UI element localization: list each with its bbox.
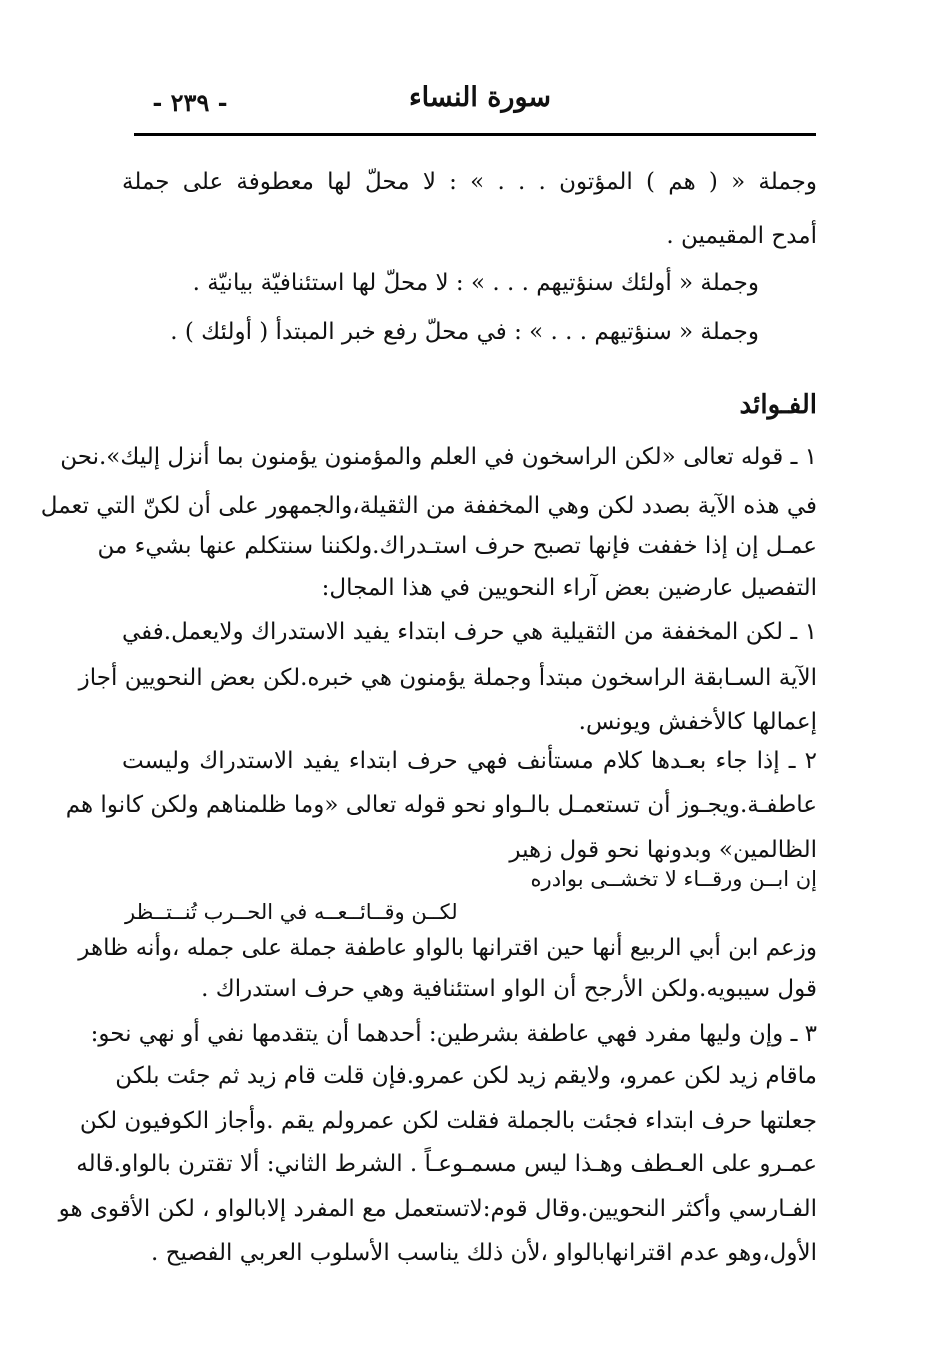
poem-first-hemistich: إن ابــن ورقــاء لا تخشــى بوادره	[530, 867, 817, 891]
text-line: الأول،وهو عدم اقترانهابالواو ،لأن ذلك يناسب الأسلوب العربي الفصيح .	[151, 1240, 817, 1266]
text-line: التفصيل عارضين بعض آراء النحويين في هذا المجال:	[321, 575, 817, 601]
text-line: ٢ ـ إذا جاء بعـدها كلام مستأنف فهي حرف ابتداء يفيد الاستدراك وليست	[122, 748, 817, 774]
text-line: الآية السـابقة الراسخون مبتدأ وجملة يؤمنون هي خبره.لكن بعض النحويين أجاز	[78, 665, 817, 691]
header-divider	[134, 133, 816, 136]
page-header-title: سورة النساء	[408, 82, 552, 113]
text-line: وجملة « ( هم ) المؤتون . . . » : لا محلّ لها معطوفة على جملة	[122, 169, 817, 195]
text-line: عاطفـة.ويجـوز أن تستعمـل بالـواو نحو قوله تعالى «وما ظلمناهم ولكن كانوا هم	[65, 792, 817, 818]
poem-second-hemistich: لكــن وقــائــعــه في الحــرب تُنــتــظر	[125, 900, 458, 924]
text-line: ١ ـ لكن المخففة من الثقيلية هي حرف ابتداء يفيد الاستدراك ولايعمل.ففي	[122, 619, 817, 645]
text-line: وجملة « سنؤتيهم . . . » : في محلّ رفع خبر المبتدأ ( أولئك ) .	[170, 319, 759, 345]
text-line: أمدح المقيمين .	[666, 223, 817, 249]
text-line: جعلتها حرف ابتداء فجئت بالجملة فقلت لكن عمرولم يقم .وأجاز الكوفيون لكن	[79, 1108, 817, 1134]
text-line: قول سيبويه.ولكن الأرجح أن الواو استئنافية وهي حرف استدراك .	[201, 976, 817, 1002]
text-line: إعمالها كالأخفش ويونس.	[578, 709, 817, 735]
text-line: ماقام زيد لكن عمرو، ولايقم زيد لكن عمرو.فإن قلت قام زيد ثم جئت بلكن	[115, 1063, 817, 1089]
page-number: - ٢٣٩ -	[152, 88, 228, 117]
text-line: ١ ـ قوله تعالى «لكن الراسخون في العلم والمؤمنون يؤمنون بما أنزل إليك».نحن	[60, 444, 817, 470]
text-line: وزعم ابن أبي الربيع أنها حين اقترانها بالواو عاطفة جملة على جمله ،وأنه ظاهر	[78, 935, 817, 961]
text-line: وجملة « أولئك سنؤتيهم . . . » : لا محلّ لها استئنافيّة بيانيّة .	[192, 270, 759, 296]
section-heading: الفـوائد	[739, 390, 817, 420]
text-line: في هذه الآية بصدد لكن وهي المخففة من الثقيلة،والجمهور على أن لكنّ التي تعمل	[40, 493, 817, 519]
text-line: ٣ ـ وإن وليها مفرد فهي عاطفة بشرطين: أحدهما أن يتقدمها نفي أو نهي نحو:	[90, 1021, 817, 1047]
text-line: الفـارسي وأكثر النحويين.وقال قوم:لاتستعمل مع المفرد إلابالواو ، لكن الأقوى هو	[58, 1196, 817, 1222]
text-line: عمـل إن إذا خففت فإنها تصبح حرف استـدراك.ولكننا سنتكلم عنها بشيء من	[97, 533, 817, 559]
text-line: عمـرو على العـطف وهـذا ليس مسمـوعـاً . الشرط الثاني: ألا تقترن بالواو.قاله	[76, 1151, 817, 1177]
text-line: الظالمين» وبدونها نحو قول زهير	[509, 837, 817, 863]
